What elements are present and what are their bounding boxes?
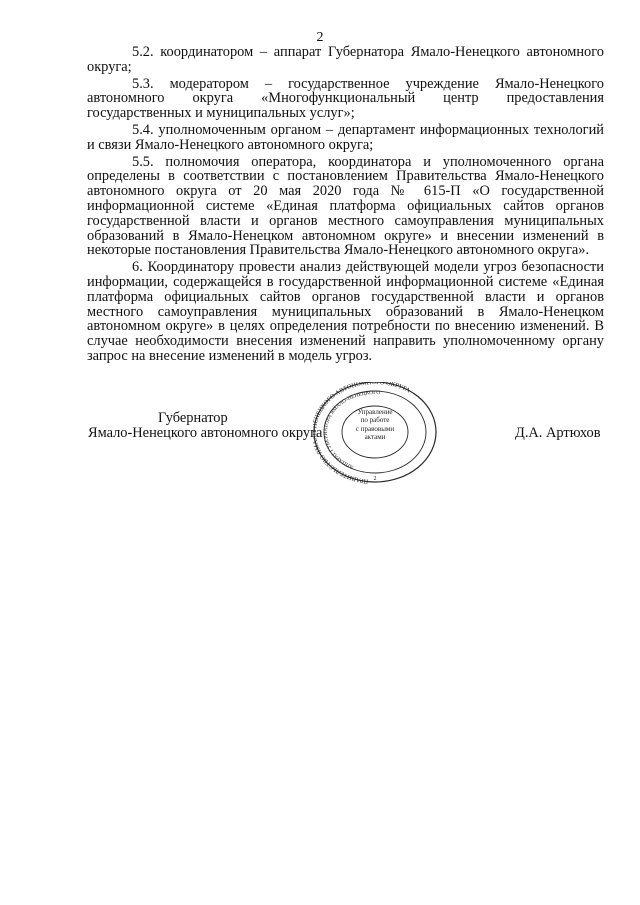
stamp-middle-text: АППАРАТ ГУБЕРНАТОРА ЯМАЛО-НЕНЕЦКОГО — [322, 389, 381, 470]
signature-name: Д.А. Артюхов — [515, 425, 601, 441]
stamp-outer-text: ПРАВИТЕЛЬСТВО ЯМ НЕЦКОГО АВТОНОМНОГО ОКРУГА — [313, 382, 412, 485]
stamp-inner-line: актами — [364, 433, 386, 442]
stamp-number-mark: 2 — [373, 476, 377, 482]
stamp-inner-text — [347, 408, 403, 442]
stamp-inner-line: по работе — [360, 416, 390, 425]
paragraph-5-3: 5.3. модератором – государственное учреждение Ямало-Ненецкого автономного округа «Многофункциональный центр предоставления государственных и муниципальных услуг»; — [87, 75, 604, 122]
page-number: 2 — [316, 30, 324, 45]
document-body — [87, 45, 604, 364]
paragraph-5-2: 5.2. координатором – аппарат Губернатора Ямало-Ненецкого автономного округа; — [87, 44, 604, 75]
paragraph-5-4: 5.4. уполномоченным органом – департамент информационных технологий и связи Ямало-Ненецкого автономного округа; — [87, 121, 604, 153]
paragraph-6: 6. Координатору провести анализ действующей модели угроз безопасности информации, содержащейся в государственной информационной системе «Единая платформа официальных сайтов органов государственной власти и органов местного самоуправления муниципальных образований в Ямало-Ненецком автономном округе» в целях определения потребности по внесению изменений. В случае необходимости внесения изменений направить уполномоченному органу запрос на внесение изменений в модель угроз. — [87, 259, 604, 364]
stamp-inner-line: с правовыми — [355, 424, 395, 433]
signature-title-line2: Ямало-Ненецкого автономного округа — [88, 425, 323, 441]
stamp-inner-line: Управление — [357, 408, 393, 416]
paragraph-5-5: 5.5. полномочия оператора, координатора и уполномоченного органа определены в соответствии с постановлением Правительства Ямало-Ненецкого автономного округа от 20 мая 2020 года № 615-П «О государственной информационной системе «Единая платформа официальных сайтов органов государственной власти и органов местного самоуправления муниципальных образований в Ямало-Ненецком автономном округе» и внесении изменений в некоторые постановления Правительства Ямало-Ненецкого автономного округа». — [87, 153, 604, 259]
signature-title-line1: Губернатор — [158, 410, 228, 426]
official-stamp — [313, 382, 437, 486]
